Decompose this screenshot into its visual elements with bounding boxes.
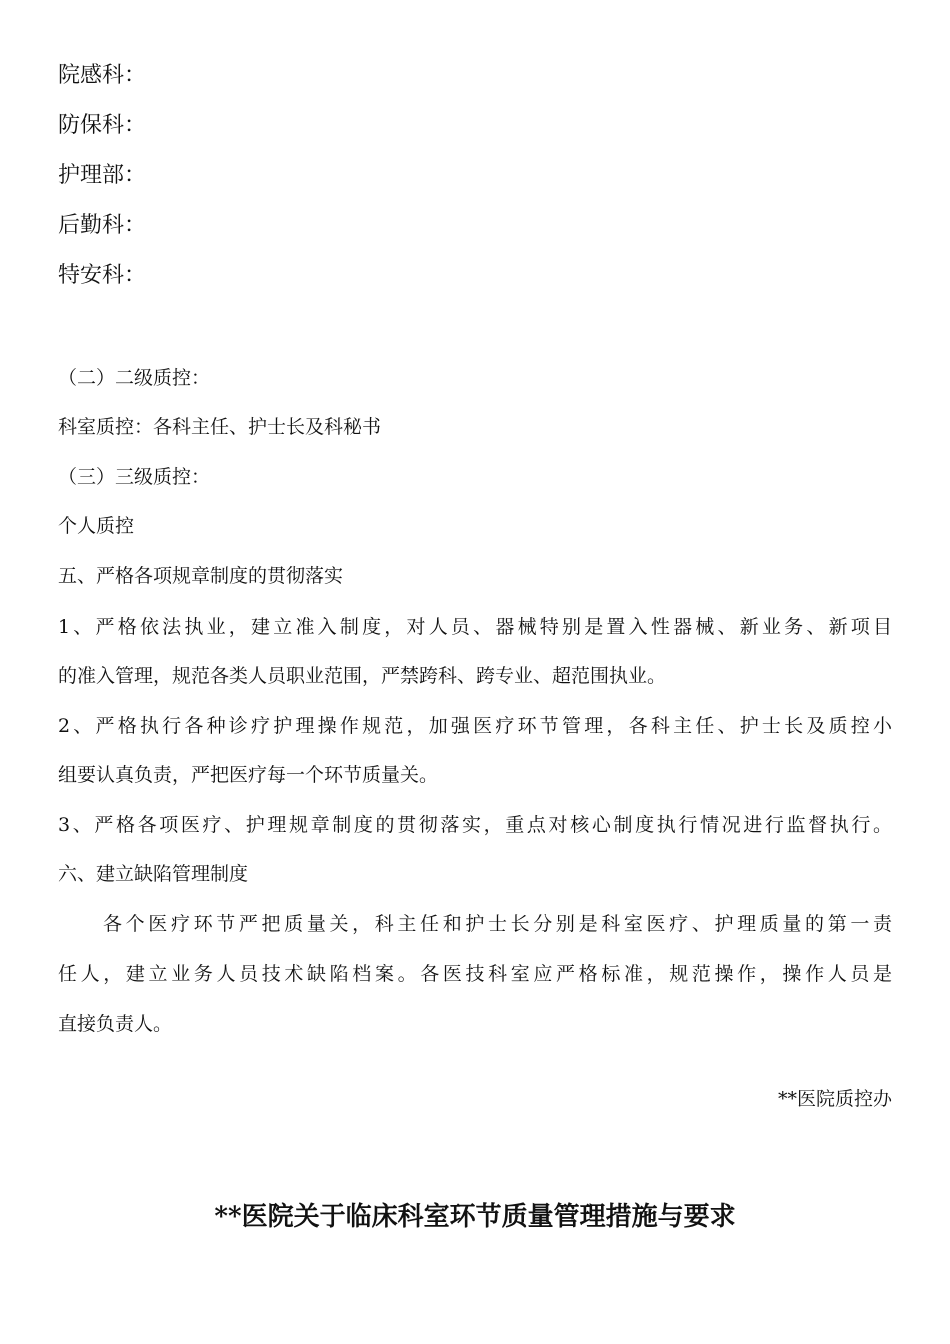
item1-line1: 1、严格依法执业，建立准入制度，对人员、器械特别是置入性器械、新业务、新项目 — [58, 616, 892, 638]
item2-line2: 组要认真负责，严把医疗每一个环节质量关。 — [58, 764, 439, 786]
dept-line-nursing: 护理部： — [58, 163, 147, 188]
document-title: **医院关于临床科室环节质量管理措施与要求 — [214, 1202, 736, 1232]
item3-line1: 3、严格各项医疗、护理规章制度的贯彻落实，重点对核心制度执行情况进行监督执行。 — [58, 814, 892, 836]
second-level-heading: （二）二级质控： — [58, 367, 211, 389]
dept-line-infection: 院感科： — [58, 63, 147, 88]
item1-line2: 的准入管理，规范各类人员职业范围，严禁跨科、跨专业、超范围执业。 — [58, 665, 667, 687]
dept-line-logistics: 后勤科： — [58, 213, 147, 238]
dept-line-prevention: 防保科： — [58, 113, 147, 138]
para-six-line1: 各个医疗环节严把质量关，科主任和护士长分别是科室医疗、护理质量的第一责 — [103, 913, 892, 935]
third-level-text: 个人质控 — [58, 515, 135, 537]
section-six-heading: 六、建立缺陷管理制度 — [58, 863, 249, 885]
second-level-text: 科室质控：各科主任、护士长及科秘书 — [58, 416, 382, 438]
signature: **医院质控办 — [777, 1088, 892, 1110]
para-six-line2: 任人，建立业务人员技术缺陷档案。各医技科室应严格标准，规范操作，操作人员是 — [58, 963, 892, 985]
third-level-heading: （三）三级质控： — [58, 466, 211, 488]
item2-line1: 2、严格执行各种诊疗护理操作规范，加强医疗环节管理，各科主任、护士长及质控小 — [58, 715, 892, 737]
para-six-line3: 直接负责人。 — [58, 1013, 173, 1035]
dept-line-special: 特安科： — [58, 263, 147, 288]
section-five-heading: 五、严格各项规章制度的贯彻落实 — [58, 565, 344, 587]
